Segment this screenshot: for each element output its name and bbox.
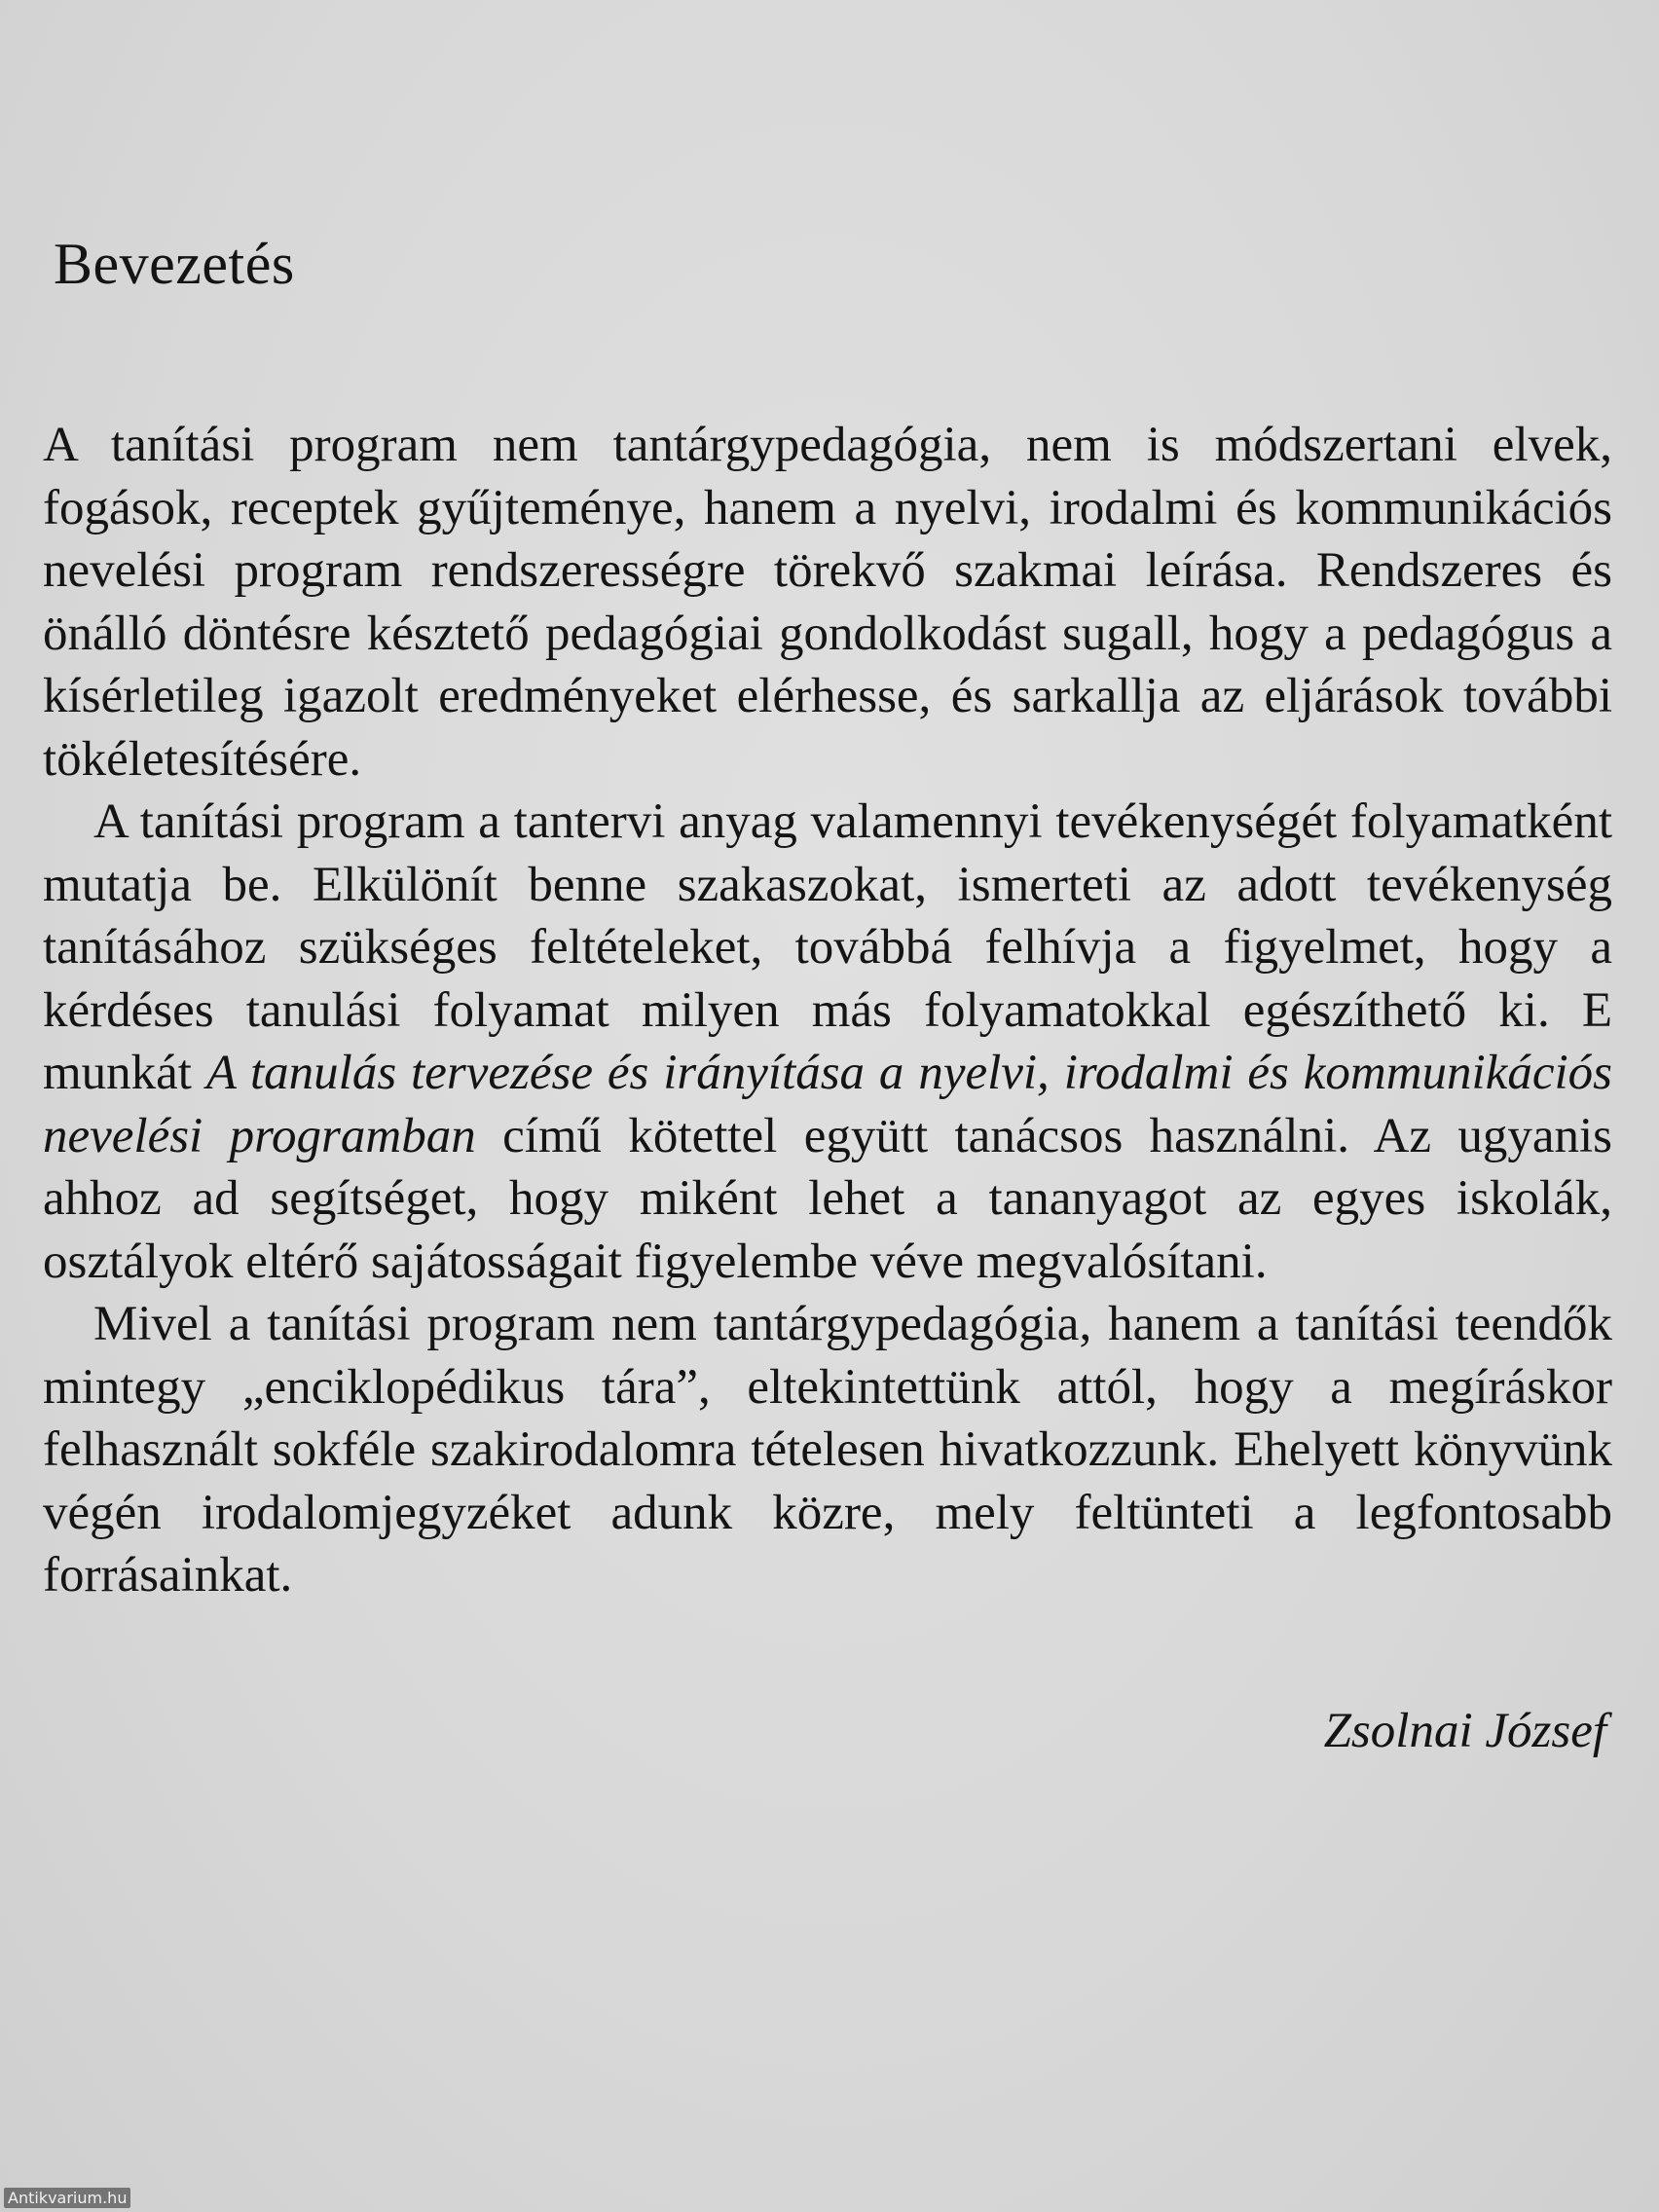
paragraph-3: Mivel a tanítási program nem tantárgypedagógia, hanem a tanítási teendők mintegy „enciklopédikus tára”, eltekintettünk attól, hogy a megíráskor felhasznált sokféle szakirodalomra tételesen hivatkozzunk. Ehelyett könyvünk végén irodalomjegyzéket adunk közre, mely feltünteti a legfontosabb forrásainkat. bbox=[43, 1297, 1612, 1603]
body-text bbox=[43, 414, 1612, 1607]
paragraph-1: A tanítási program nem tantárgypedagógia, nem is módszertani elvek, fogások, receptek gyűjteménye, hanem a nyelvi, irodalmi és kommunikációs nevelési program rendszerességre törekvő szakmai leírása. Rendszeres és önálló döntésre késztető pedagógiai gondolkodást sugall, hogy a pedagógus a kísérletileg igazolt eredményeket elérhesse, és sarkallja az eljárások további tökéletesítésére. bbox=[43, 418, 1612, 787]
page-heading: Bevezetés bbox=[54, 232, 295, 296]
italic-book-title: A tanulás tervezése és irányítása a nyelvi, irodalmi és kommunikációs nevelési programban bbox=[43, 1046, 1612, 1163]
source-watermark: Antikvarium.hu bbox=[4, 2188, 130, 2208]
paragraph-2-text-after: című kötettel együtt tanácsos használni. Az ugyanis ahhoz ad segítséget, hogy miként lehet a tananyagot az egyes iskolák, osztályok eltérő sajátosságait figyelembe véve megvalósítani. bbox=[43, 1108, 1612, 1289]
paragraph-2 bbox=[43, 791, 1612, 1293]
author-signature: Zsolnai József bbox=[1323, 1704, 1606, 1758]
paragraph-2-text-before: A tanítási program a tantervi anyag valamennyi tevékenységét folyamatként mutatja be. Elkülönít benne szakaszokat, ismerteti az adott tevékenység tanításához szükséges feltételeket, továbbá felhívja a figyelmet, hogy a kérdéses tanulási folyamat milyen más folyamatokkal egészíthető ki. E munkát bbox=[43, 794, 1612, 1100]
